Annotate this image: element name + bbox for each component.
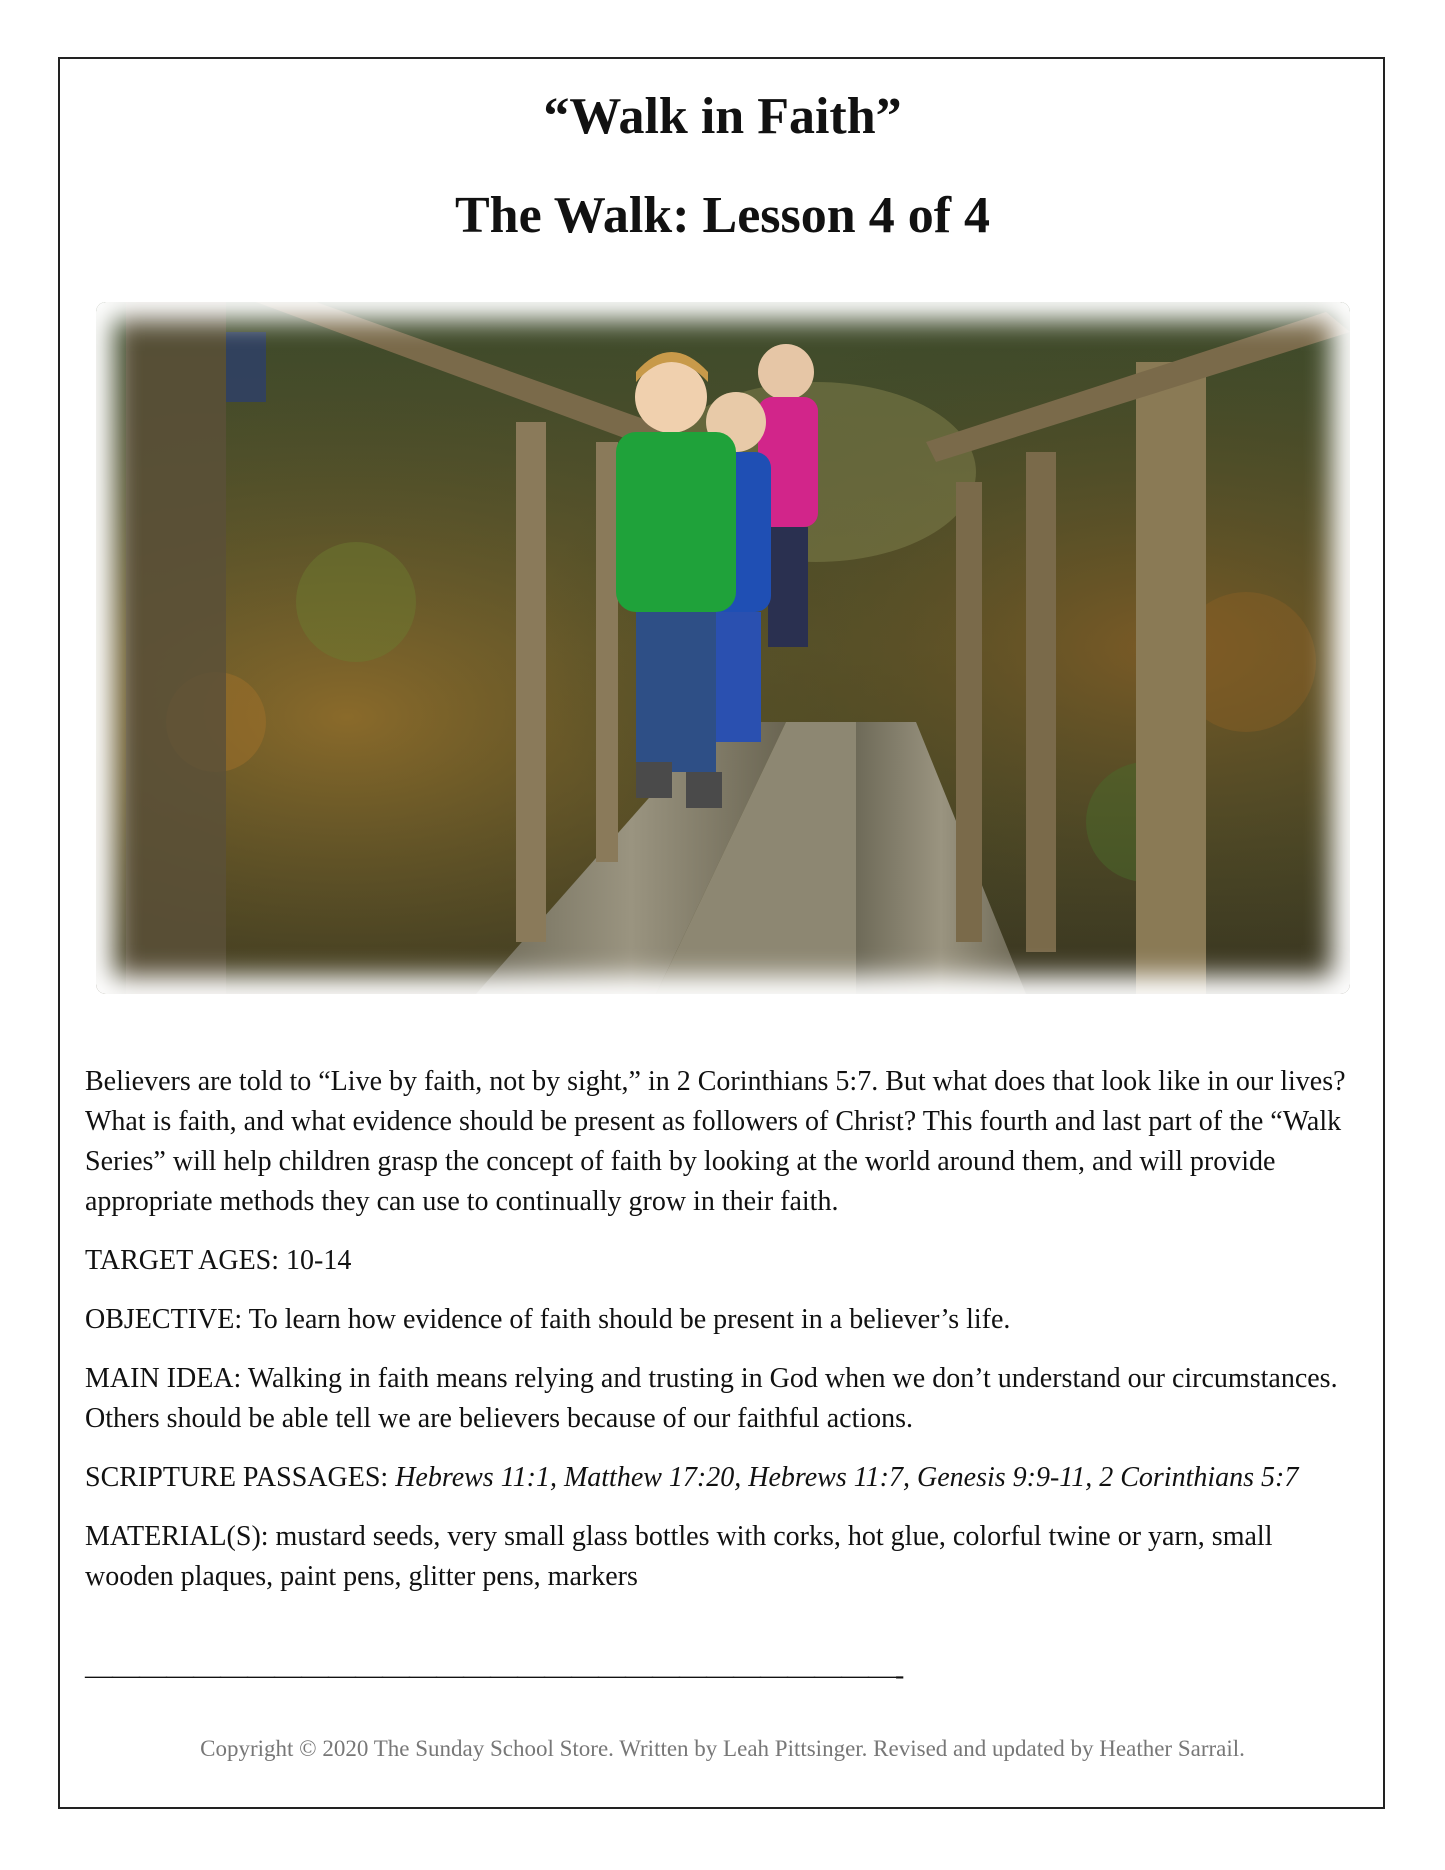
objective	[85, 1300, 1365, 1340]
lesson-subtitle: The Walk: Lesson 4 of 4	[454, 187, 991, 244]
objective-label: OBJECTIVE:	[85, 1304, 243, 1335]
main-idea	[85, 1359, 1365, 1439]
main-idea-value: Walking in faith means relying and trusting in God when we don’t understand our circumstances. Others should be able tell we are believers because of our faithful actions.	[85, 1363, 1338, 1434]
objective-value: To learn how evidence of faith should be present in a believer’s life.	[248, 1304, 1011, 1335]
scripture-passages	[85, 1458, 1365, 1498]
main-idea-label: MAIN IDEA:	[85, 1363, 242, 1394]
copyright-notice: Copyright © 2020 The Sunday School Store. Written by Leah Pittsinger. Revised and updated by Heather Sarrail.	[200, 1736, 1245, 1761]
intro-paragraph: Believers are told to “Live by faith, not by sight,” in 2 Corinthians 5:7. But what does that look like in our lives? What is faith, and what evidence should be present as followers of Christ? This fourth and last part of the “Walk Series” will help children grasp the concept of faith by looking at the world around them, and will provide appropriate methods they can use to continually grow in their faith.	[85, 1066, 1346, 1217]
scripture-value: Hebrews 11:1, Matthew 17:20, Hebrews 11:7, Genesis 9:9-11, 2 Corinthians 5:7	[395, 1462, 1299, 1493]
divider-line: ——————————————————————————————-	[85, 1660, 904, 1691]
materials	[85, 1517, 1365, 1597]
children-on-bridge-photo	[96, 302, 1350, 994]
materials-label: MATERIAL(S):	[85, 1521, 269, 1552]
scripture-label: SCRIPTURE PASSAGES:	[85, 1462, 389, 1493]
lesson-details	[85, 1062, 1365, 1616]
target-ages	[85, 1241, 1365, 1281]
target-ages-value: 10-14	[286, 1245, 352, 1276]
target-ages-label: TARGET AGES:	[85, 1245, 280, 1276]
lesson-title: “Walk in Faith”	[543, 88, 902, 145]
materials-value: mustard seeds, very small glass bottles with corks, hot glue, colorful twine or yarn, small wooden plaques, paint pens, glitter pens, markers	[85, 1521, 1273, 1592]
